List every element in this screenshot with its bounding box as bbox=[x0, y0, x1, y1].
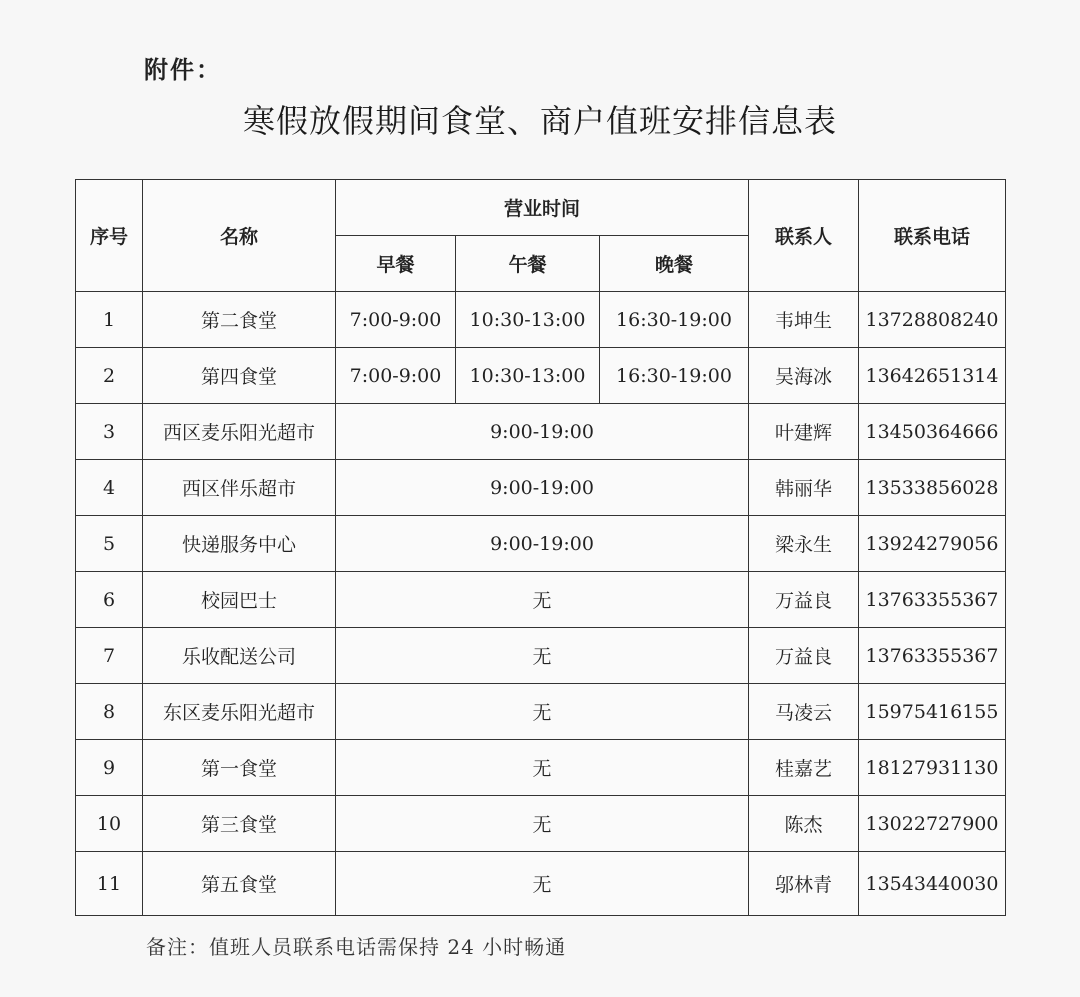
cell-index: 8 bbox=[76, 684, 143, 740]
cell-hours: 9:00-19:00 bbox=[336, 460, 749, 516]
cell-contact: 吴海冰 bbox=[749, 348, 859, 404]
table-row bbox=[76, 628, 1006, 684]
header-breakfast: 早餐 bbox=[336, 236, 456, 292]
cell-contact: 韦坤生 bbox=[749, 292, 859, 348]
cell-phone: 13533856028 bbox=[859, 460, 1006, 516]
cell-hours: 9:00-19:00 bbox=[336, 404, 749, 460]
cell-index: 1 bbox=[76, 292, 143, 348]
cell-lunch: 10:30-13:00 bbox=[456, 292, 600, 348]
cell-name: 第五食堂 bbox=[143, 852, 336, 916]
cell-name: 西区伴乐超市 bbox=[143, 460, 336, 516]
cell-phone: 18127931130 bbox=[859, 740, 1006, 796]
cell-phone: 13763355367 bbox=[859, 628, 1006, 684]
cell-hours: 无 bbox=[336, 572, 749, 628]
table-row bbox=[76, 572, 1006, 628]
cell-name: 西区麦乐阳光超市 bbox=[143, 404, 336, 460]
cell-phone: 13543440030 bbox=[859, 852, 1006, 916]
cell-breakfast: 7:00-9:00 bbox=[336, 292, 456, 348]
cell-phone: 13728808240 bbox=[859, 292, 1006, 348]
page-title: 寒假放假期间食堂、商户值班安排信息表 bbox=[242, 102, 837, 140]
table-row bbox=[76, 740, 1006, 796]
table-row bbox=[76, 796, 1006, 852]
cell-index: 7 bbox=[76, 628, 143, 684]
cell-dinner: 16:30-19:00 bbox=[600, 348, 749, 404]
footnote: 备注：值班人员联系电话需保持 24 小时畅通 bbox=[146, 935, 567, 959]
cell-index: 5 bbox=[76, 516, 143, 572]
cell-hours: 9:00-19:00 bbox=[336, 516, 749, 572]
cell-name: 校园巴士 bbox=[143, 572, 336, 628]
table-row bbox=[76, 404, 1006, 460]
cell-index: 11 bbox=[76, 852, 143, 916]
cell-phone: 13642651314 bbox=[859, 348, 1006, 404]
cell-lunch: 10:30-13:00 bbox=[456, 348, 600, 404]
cell-phone: 15975416155 bbox=[859, 684, 1006, 740]
cell-phone: 13022727900 bbox=[859, 796, 1006, 852]
header-lunch: 午餐 bbox=[456, 236, 600, 292]
schedule-table bbox=[75, 179, 1006, 916]
cell-contact: 梁永生 bbox=[749, 516, 859, 572]
cell-hours: 无 bbox=[336, 740, 749, 796]
cell-contact: 邬林青 bbox=[749, 852, 859, 916]
header-name: 名称 bbox=[143, 180, 336, 292]
header-dinner: 晚餐 bbox=[600, 236, 749, 292]
cell-index: 9 bbox=[76, 740, 143, 796]
cell-name: 第三食堂 bbox=[143, 796, 336, 852]
cell-name: 快递服务中心 bbox=[143, 516, 336, 572]
table-row bbox=[76, 684, 1006, 740]
cell-contact: 韩丽华 bbox=[749, 460, 859, 516]
cell-dinner: 16:30-19:00 bbox=[600, 292, 749, 348]
header-contact: 联系人 bbox=[749, 180, 859, 292]
attachment-label: 附件： bbox=[144, 56, 222, 84]
table-row bbox=[76, 292, 1006, 348]
cell-hours: 无 bbox=[336, 852, 749, 916]
cell-contact: 桂嘉艺 bbox=[749, 740, 859, 796]
table-row bbox=[76, 460, 1006, 516]
cell-name: 东区麦乐阳光超市 bbox=[143, 684, 336, 740]
cell-index: 2 bbox=[76, 348, 143, 404]
cell-index: 6 bbox=[76, 572, 143, 628]
cell-name: 乐收配送公司 bbox=[143, 628, 336, 684]
cell-name: 第二食堂 bbox=[143, 292, 336, 348]
cell-hours: 无 bbox=[336, 628, 749, 684]
cell-breakfast: 7:00-9:00 bbox=[336, 348, 456, 404]
cell-contact: 马凌云 bbox=[749, 684, 859, 740]
table-row bbox=[76, 348, 1006, 404]
cell-index: 3 bbox=[76, 404, 143, 460]
cell-phone: 13450364666 bbox=[859, 404, 1006, 460]
cell-name: 第四食堂 bbox=[143, 348, 336, 404]
cell-contact: 万益良 bbox=[749, 628, 859, 684]
header-index: 序号 bbox=[76, 180, 143, 292]
table-row bbox=[76, 516, 1006, 572]
cell-name: 第一食堂 bbox=[143, 740, 336, 796]
cell-hours: 无 bbox=[336, 684, 749, 740]
cell-hours: 无 bbox=[336, 796, 749, 852]
header-business-hours: 营业时间 bbox=[336, 180, 749, 236]
cell-phone: 13924279056 bbox=[859, 516, 1006, 572]
header-phone: 联系电话 bbox=[859, 180, 1006, 292]
cell-index: 10 bbox=[76, 796, 143, 852]
cell-phone: 13763355367 bbox=[859, 572, 1006, 628]
cell-contact: 万益良 bbox=[749, 572, 859, 628]
table-row bbox=[76, 852, 1006, 916]
cell-index: 4 bbox=[76, 460, 143, 516]
cell-contact: 叶建辉 bbox=[749, 404, 859, 460]
cell-contact: 陈杰 bbox=[749, 796, 859, 852]
